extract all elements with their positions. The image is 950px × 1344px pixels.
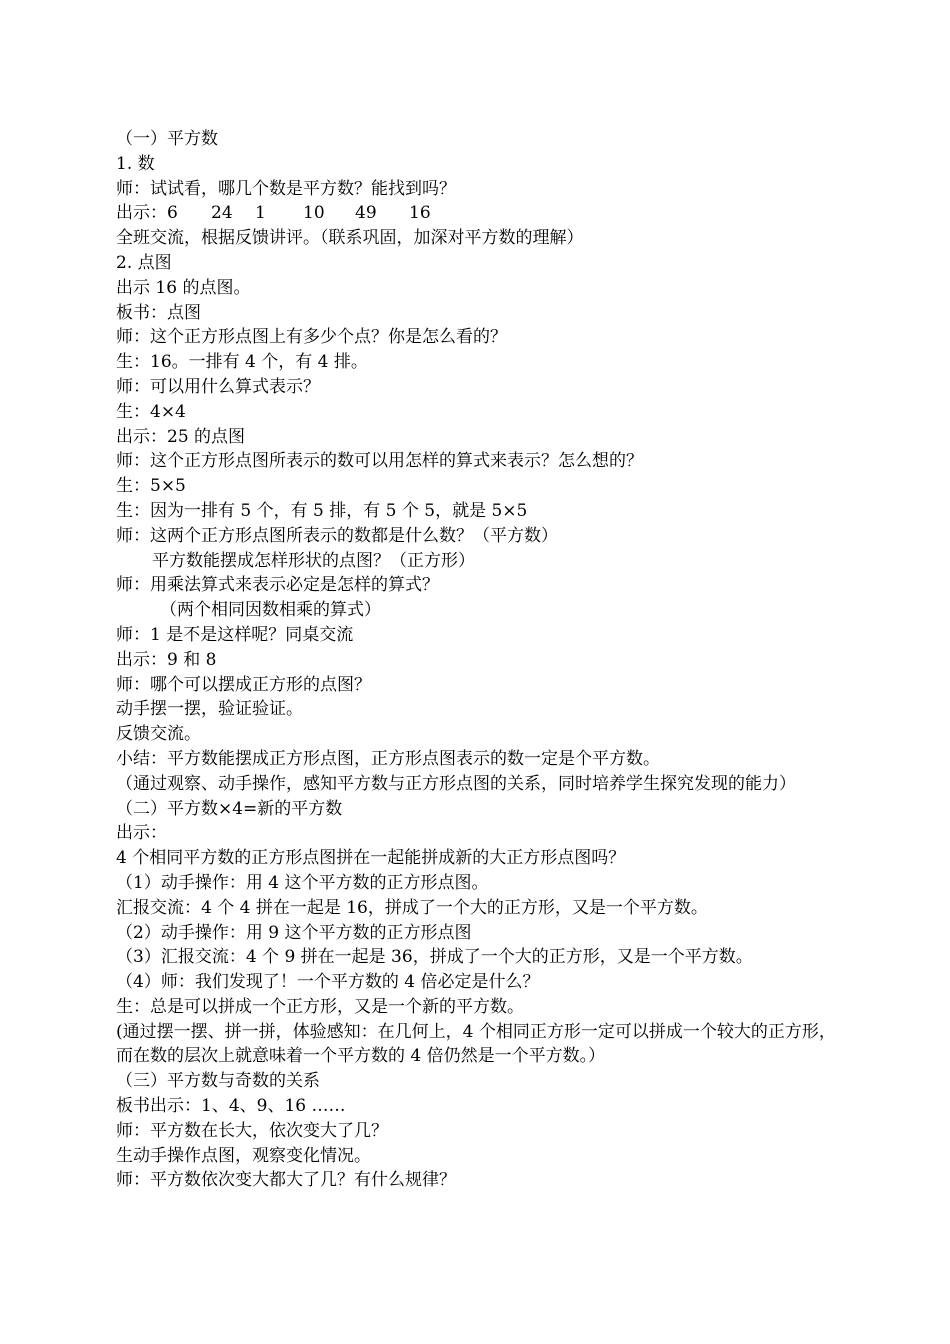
text-line: 师：这两个正方形点图所表示的数都是什么数？（平方数） — [116, 525, 558, 546]
text-line: 板书：点图 — [116, 302, 201, 323]
text-line: 生：4×4 — [116, 401, 186, 422]
show-number: 6 — [167, 203, 178, 224]
text-line: 师：1 是不是这样呢？同桌交流 — [116, 624, 354, 645]
show-label: 出示： — [116, 203, 167, 224]
text-line: 出示：9 和 8 — [116, 649, 217, 670]
annotation-paragraph: （通过观察、动手操作，感知平方数与正方形点图的关系，同时培养学生探究发现的能力） — [116, 773, 796, 794]
subheading-numbers: 1. 数 — [116, 153, 155, 174]
text-line: 师：用乘法算式来表示必定是怎样的算式？ — [116, 575, 439, 596]
text-line: 4 个相同平方数的正方形点图拼在一起能拼成新的大正方形点图吗？ — [116, 848, 626, 869]
section-heading-3: （三）平方数与奇数的关系 — [116, 1071, 320, 1092]
subheading-dot-diagram: 2. 点图 — [116, 252, 172, 273]
text-line-indented: 平方数能摆成怎样形状的点图？（正方形） — [152, 550, 475, 571]
text-line: 师：哪个可以摆成正方形的点图？ — [116, 674, 371, 695]
text-line: （3）汇报交流：4 个 9 拼在一起是 36，拼成了一个大的正方形，又是一个平方数。 — [116, 947, 753, 968]
text-line: 板书出示：1、4、9、16 …… — [116, 1096, 346, 1117]
text-line: 生：总是可以拼成一个正方形，又是一个新的平方数。 — [116, 996, 524, 1017]
text-line: （2）动手操作：用 9 这个平方数的正方形点图 — [116, 922, 472, 943]
show-number: 49 — [355, 203, 377, 224]
section-heading-1: （一）平方数 — [116, 129, 218, 149]
show-number: 16 — [409, 203, 431, 224]
text-line: 动手摆一摆，验证验证。 — [116, 699, 303, 720]
annotation-paragraph: (通过摆一摆、拼一拼，体验感知：在几何上，4 个相同正方形一定可以拼成一个较大的正方形，而在数的层次上就意味着一个平方数的 4 倍仍然是一个平方数。） — [116, 1021, 836, 1067]
document-page — [116, 127, 846, 1193]
text-line: 反馈交流。 — [116, 724, 201, 745]
text-line: 生：16。一排有 4 个，有 4 排。 — [116, 352, 368, 373]
text-line: 师：平方数在长大，依次变大了几？ — [116, 1120, 388, 1141]
summary-line: 小结：平方数能摆成正方形点图，正方形点图表示的数一定是个平方数。 — [116, 748, 660, 769]
section-heading-2: （二）平方数×4=新的平方数 — [116, 798, 343, 819]
text-line: 师：这个正方形点图上有多少个点？你是怎么看的？ — [116, 327, 507, 348]
text-line: 出示：25 的点图 — [116, 426, 246, 447]
text-line: 出示： — [116, 823, 167, 844]
text-line: （1）动手操作：用 4 这个平方数的正方形点图。 — [116, 872, 489, 893]
text-line: 师：试试看，哪几个数是平方数？能找到吗？ — [116, 178, 456, 199]
text-line: 师：平方数依次变大都大了几？有什么规律？ — [116, 1170, 456, 1191]
show-number: 1 — [255, 203, 266, 224]
text-line: 出示 16 的点图。 — [116, 277, 251, 298]
text-line: 汇报交流：4 个 4 拼在一起是 16，拼成了一个大的正方形，又是一个平方数。 — [116, 897, 708, 918]
text-line-indented: （两个相同因数相乘的算式） — [160, 600, 381, 621]
show-numbers-row — [116, 201, 846, 226]
show-number: 10 — [303, 203, 325, 224]
text-line: 生：因为一排有 5 个，有 5 排，有 5 个 5，就是 5×5 — [116, 500, 528, 521]
show-number: 24 — [211, 203, 233, 224]
text-line: （4）师：我们发现了！一个平方数的 4 倍必定是什么？ — [116, 972, 540, 993]
text-line: 生：5×5 — [116, 476, 186, 497]
text-line: 生动手操作点图，观察变化情况。 — [116, 1145, 371, 1166]
text-line: 师：这个正方形点图所表示的数可以用怎样的算式来表示？怎么想的？ — [116, 451, 643, 472]
text-line: 全班交流，根据反馈讲评。（联系巩固，加深对平方数的理解） — [116, 228, 584, 249]
text-line: 师：可以用什么算式表示？ — [116, 376, 320, 397]
